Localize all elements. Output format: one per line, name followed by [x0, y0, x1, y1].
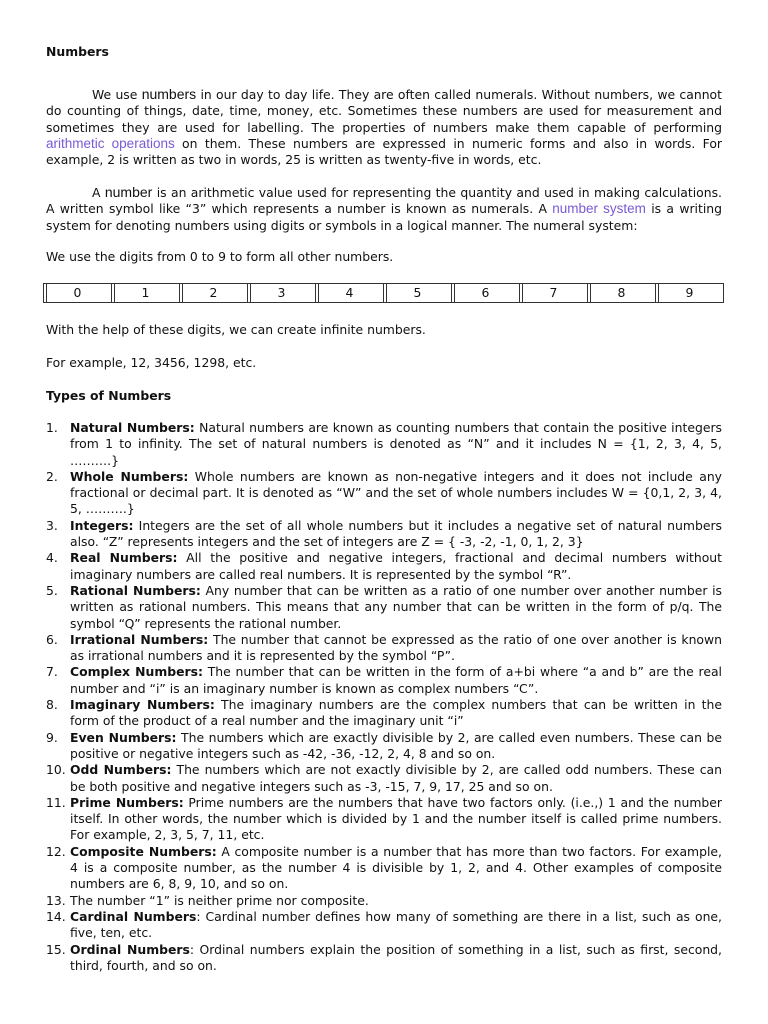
list-text: Whole numbers are known as non-negative integers and it does not include any fractional or decimal part. It is denoted as “W” and the set of whole numbers includes W = {0,1, 2, 3, 4, 5, ……….}: [70, 468, 723, 517]
digit-cell: 5: [383, 284, 451, 302]
list-term: Integers:: [70, 517, 134, 533]
list-term: Prime Numbers:: [70, 794, 184, 810]
list-term: Whole Numbers:: [70, 468, 189, 484]
list-text: The number that cannot be expressed as the ratio of one over another is known as irrational numbers and it is represented by the symbol “P”.: [70, 631, 722, 664]
list-text: The numbers which are not exactly divisible by 2, are called odd numbers. These can be both positive and negative integers such as -3, -15, 7, 9, 17, 25 and so on.: [70, 762, 722, 794]
list-number: 10.: [46, 762, 66, 778]
example-sentence: For example, 12, 3456, 1298, etc.: [46, 355, 257, 370]
numbers-highlight: numbers: [141, 86, 197, 102]
list-term: Odd Numbers:: [70, 762, 172, 778]
list-term: Ordinal Numbers: [70, 941, 190, 957]
digit-cell: 1: [111, 284, 179, 302]
intro-text-2: in our day to day life. They are often called numerals. Without numbers, we cannot do counting of things, date, time, money, etc. Sometimes these numbers are used for measurement and sometimes they are used for labelling. The properties of numbers make them capable of performing: [46, 87, 722, 135]
list-number: 6.: [46, 631, 58, 647]
list-number: 9.: [46, 729, 58, 745]
list-term: Complex Numbers:: [70, 664, 203, 680]
list-term: Imaginary Numbers:: [70, 697, 215, 713]
list-number: 2.: [46, 468, 58, 484]
list-item: [46, 420, 722, 469]
list-text: All the positive and negative integers, fractional and decimal numbers without imaginary numbers are called real numbers. It is represented by the symbol “R”.: [70, 550, 723, 582]
definition-paragraph: [46, 184, 722, 234]
list-text: : Ordinal numbers explain the position of something in a list, such as first, second, third, fourth, and so on.: [70, 941, 722, 973]
list-item: [46, 469, 722, 518]
definition-text-2: is an arithmetic value used for representing the quantity and used in making calculations. A written symbol like “3” which represents a number is known as numerals. A: [46, 185, 722, 217]
list-text: A composite number is a number that has more than two factors. For example, 4 is a composite number, as the number 4 is divisible by 1, 2, and 4. Other examples of composite numbers are 6, 8, 9, 10, and so on.: [70, 843, 722, 892]
list-text: The number “1” is neither prime nor composite.: [70, 892, 369, 908]
list-item: [46, 697, 722, 730]
list-number: 1.: [46, 420, 58, 435]
list-term: Even Numbers:: [70, 729, 177, 745]
list-item: [46, 844, 722, 893]
list-item: [46, 583, 722, 632]
arithmetic-operations-link[interactable]: arithmetic operations: [46, 135, 175, 151]
list-item: [46, 762, 722, 795]
list-term: Real Numbers:: [70, 550, 178, 566]
digit-cell: 4: [315, 284, 383, 302]
list-item: [46, 664, 722, 697]
list-item: [46, 795, 722, 844]
list-text: The numbers which are exactly divisible by 2, are called even numbers. These can be positive or negative integers such as -42, -36, -12, 2, 4, 8 and so on.: [70, 729, 722, 761]
types-heading: Types of Numbers: [46, 388, 172, 403]
digit-cell: 7: [519, 284, 587, 302]
list-text: Natural numbers are known as counting numbers that contain the positive integers from 1 to infinity. The set of natural numbers is denoted as “N” and it includes N = {1, 2, 3, 4, 5, ……….}: [70, 420, 722, 468]
digit-cell: 2: [179, 284, 247, 302]
list-item: [46, 730, 722, 763]
list-number: 3.: [46, 517, 58, 533]
list-text: The imaginary numbers are the complex numbers that can be written in the form of the product of a real number and the imaginary unit “i”: [70, 697, 722, 729]
list-item: [46, 632, 722, 665]
digits-sentence: We use the digits from 0 to 9 to form all other numbers.: [46, 249, 394, 264]
intro-paragraph: [46, 86, 722, 168]
list-item: [46, 909, 722, 942]
list-number: 13.: [46, 892, 66, 908]
list-text: The number that can be written in the form of a+bi where “a and b” are the real number and “i” is an imaginary number is known as complex numbers “C”.: [70, 664, 722, 696]
list-item: [46, 942, 722, 975]
list-number: 11.: [46, 794, 66, 810]
list-term: Cardinal Numbers: [70, 908, 197, 924]
list-term: Composite Numbers:: [70, 843, 217, 859]
definition-text-3: is a writing system for denoting numbers using digits or symbols in a logical manner. The numeral system:: [46, 201, 723, 233]
list-text: Integers are the set of all whole numbers but it includes a negative set of natural numbers also. “Z” represents integers and the set of integers are Z = { -3, -2, -1, 0, 1, 2, 3}: [70, 517, 722, 550]
list-number: 4.: [46, 550, 58, 566]
list-number: 15.: [46, 941, 66, 957]
digit-cell: 0: [44, 284, 111, 302]
digit-cell: 3: [247, 284, 315, 302]
list-text: : Cardinal number defines how many of something are there in a list, such as one, five, ten, etc.: [70, 908, 722, 941]
digits-table: [43, 283, 724, 303]
list-number: 14.: [46, 908, 66, 924]
infinite-sentence: With the help of these digits, we can create infinite numbers.: [46, 322, 426, 337]
list-number: 7.: [46, 664, 58, 680]
page-title: Numbers: [46, 44, 109, 59]
types-list: [46, 420, 722, 974]
list-item: [46, 550, 722, 583]
list-number: 8.: [46, 697, 58, 713]
digit-cell: 9: [655, 284, 723, 302]
intro-text-3: on them. These numbers are expressed in numeric forms and also in words. For example, 2 is written as two in words, 25 is written as twenty-five in words, etc.: [46, 135, 722, 168]
list-item: [46, 518, 722, 551]
number-highlight: number: [104, 184, 153, 200]
digit-cell: 6: [451, 284, 519, 302]
list-term: Rational Numbers:: [70, 582, 201, 598]
list-item: [46, 893, 722, 909]
list-number: 5.: [46, 582, 58, 598]
list-term: Irrational Numbers:: [70, 631, 209, 647]
list-term: Natural Numbers:: [70, 420, 195, 435]
list-text: Prime numbers are the numbers that have two factors only. (i.e.,) 1 and the number itself. In other words, the number which is divided by 1 and the number itself is called prime numbers. For example, 2, 3, 5, 7, 11, etc.: [70, 794, 722, 843]
definition-text-1: A: [92, 185, 105, 200]
number-system-link[interactable]: number system: [552, 201, 646, 217]
list-text: Any number that can be written as a ratio of one number over another number is written as rational numbers. This means that any number that can be written in the form of p/q. The symbol “Q” represents the rational number.: [70, 582, 722, 631]
list-number: 12.: [46, 843, 66, 859]
digit-cell: 8: [587, 284, 655, 302]
intro-text-1: We use: [92, 87, 142, 102]
